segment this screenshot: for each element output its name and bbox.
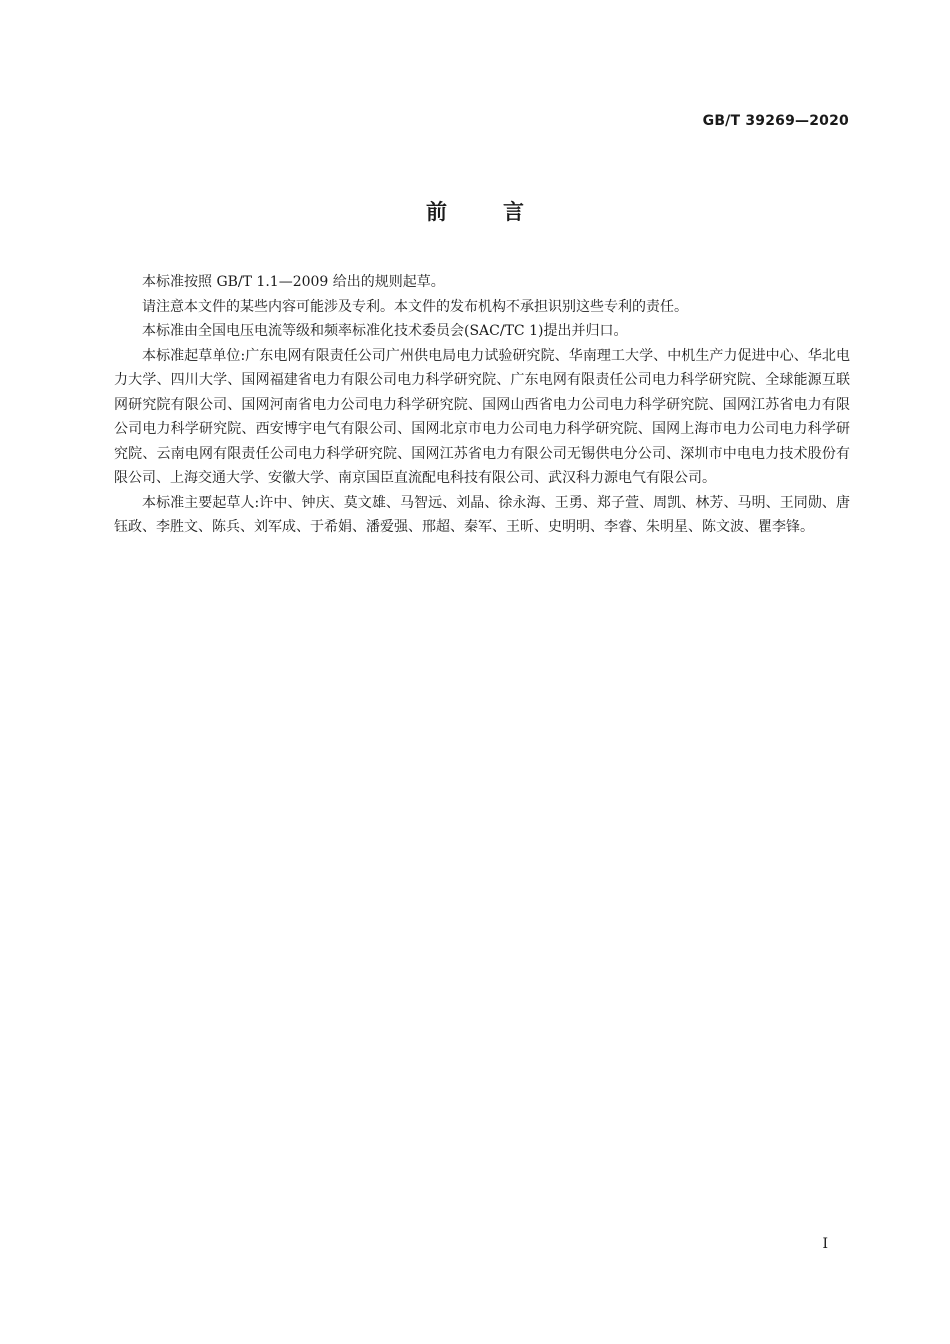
paragraph-drafters: 本标准主要起草人:许中、钟庆、莫文雄、马智远、刘晶、徐永海、王勇、郑子萱、周凯、林芳、马明、王同勋、唐钰政、李胜文、陈兵、刘军成、于希娟、潘爱强、邢超、秦军、王昕、史明明、李睿、朱明星、陈文波、瞿李锋。 bbox=[114, 494, 850, 535]
page-number: I bbox=[822, 1236, 828, 1252]
page-title: 前言 bbox=[426, 200, 580, 224]
paragraph-patent-notice: 请注意本文件的某些内容可能涉及专利。本文件的发布机构不承担识别这些专利的责任。 bbox=[142, 298, 688, 315]
paragraph-proposer: 本标准由全国电压电流等级和频率标准化技术委员会(SAC/TC 1)提出并归口。 bbox=[142, 323, 628, 339]
foreword-body bbox=[114, 270, 850, 540]
paragraph-drafting-rules: 本标准按照 GB/T 1.1—2009 给出的规则起草。 bbox=[142, 274, 445, 290]
standard-code: GB/T 39269—2020 bbox=[702, 113, 849, 129]
paragraph-drafting-units: 本标准起草单位:广东电网有限责任公司广州供电局电力试验研究院、华南理工大学、中机生产力促进中心、华北电力大学、四川大学、国网福建省电力有限公司电力科学研究院、广东电网有限责任公司电力科学研究院、全球能源互联网研究院有限公司、国网河南省电力公司电力科学研究院、国网山西省电力公司电力科学研究院、国网江苏省电力有限公司电力科学研究院、西安博宇电气有限公司、国网北京市电力公司电力科学研究院、国网上海市电力公司电力科学研究院、云南电网有限责任公司电力科学研究院、国网江苏省电力有限公司无锡供电分公司、深圳市中电电力技术股份有限公司、上海交通大学、安徽大学、南京国臣直流配电科技有限公司、武汉科力源电气有限公司。 bbox=[114, 347, 850, 486]
